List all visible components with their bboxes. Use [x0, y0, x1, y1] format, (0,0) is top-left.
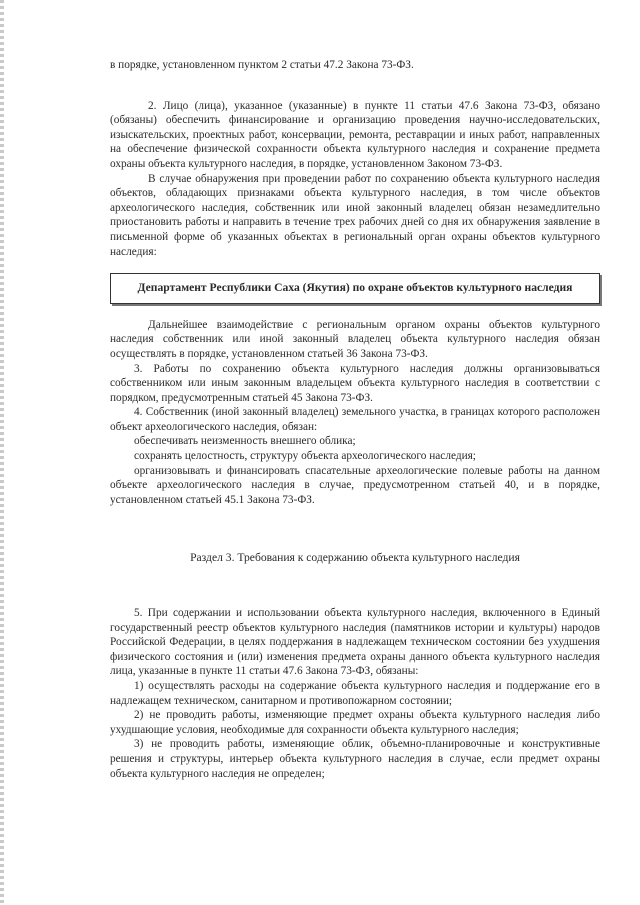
paragraph-interaction: Дальнейшее взаимодействие с региональным органом охраны объектов культурного наследия собственник или иной законный владелец объекта культурного наследия обязан осуществлять в порядке, установленном статьей 36 Закона 73-ФЗ.	[110, 318, 600, 360]
paragraph-item-3: 3. Работы по сохранению объекта культурного наследия должны организовываться собственником или иным законным владельцем объекта культурного наследия в соответствии с порядком, предусмотренным статьей 45 Закона 73-ФЗ.	[110, 362, 600, 404]
paragraph-continuation: в порядке, установленном пунктом 2 статьи 47.2 Закона 73-ФЗ.	[110, 59, 414, 71]
paragraph-subitem-3: 3) не проводить работы, изменяющие облик, объемно-планировочные и конструктивные решения и структуры, интерьер объекта культурного наследия в случае, если предмет охраны объекта культурного наследия не определен;	[110, 738, 600, 780]
paragraph-subitem-2: 2) не проводить работы, изменяющие предмет охраны объекта культурного наследия либо ухудшающие условия, необходимые для сохранности объекта культурного наследия;	[110, 709, 600, 736]
document-page	[110, 58, 600, 781]
paragraph-obligation-1: обеспечивать неизменность внешнего облика;	[134, 435, 356, 448]
scan-edge	[0, 0, 4, 905]
paragraph-subitem-1: 1) осуществлять расходы на содержание объекта культурного наследия и поддержание его в надлежащем техническом, санитарном и противопожарном состоянии;	[110, 680, 600, 707]
paragraph-discovery: В случае обнаружения при проведении работ по сохранению объекта культурного наследия объектов, обладающих признаками объекта культурного наследия, в том числе объектов археологического наследия, собственник или иной законный владелец обязан незамедлительно приостановить работы и направить в течение трех рабочих дней со дня их обнаружения заявление в письменной форме об указанных объектах в региональный орган охраны объектов культурного наследия:	[110, 172, 600, 258]
paragraph-item-4: 4. Собственник (иной законный владелец) земельного участка, в границах которого расположен объект археологического наследия, обязан:	[110, 406, 600, 433]
paragraph-item-2: 2. Лицо (лица), указанное (указанные) в пункте 11 статьи 47.6 Закона 73-ФЗ, обязано (обязаны) обеспечить финансирование и организацию проведения научно-исследовательских, изыскательских, проектных работ, консервации, ремонта, реставрации и иных работ, направленных на обеспечение физической сохранности объекта культурного наследия и сохранение предмета охраны объекта культурного наследия, в порядке, установленном Законом 73-ФЗ.	[110, 99, 600, 170]
paragraph-item-5: 5. При содержании и использовании объекта культурного наследия, включенного в Единый государственный реестр объектов культурного наследия (памятников истории и культуры) народов Российской Федерации, в целях поддержания в надлежащем техническом состоянии без ухудшения физического состояния и (или) изменения предмета охраны данного объекта культурного наследия лица, указанные в пункте 11 статьи 47.6 Закона 73-ФЗ, обязаны:	[110, 607, 600, 678]
paragraph-obligation-2: сохранять целостность, структуру объекта археологического наследия;	[134, 450, 476, 463]
authority-box: Департамент Республики Саха (Якутия) по охране объектов культурного наследия	[110, 273, 600, 304]
paragraph-obligation-3: организовывать и финансировать спасательные археологические полевые работы на данном объекте археологического наследия в случае, предусмотренном статьей 40, и в порядке, установленном статьей 45.1 Закона 73-ФЗ.	[110, 464, 600, 506]
section-heading: Раздел 3. Требования к содержанию объекта культурного наследия	[190, 551, 520, 565]
